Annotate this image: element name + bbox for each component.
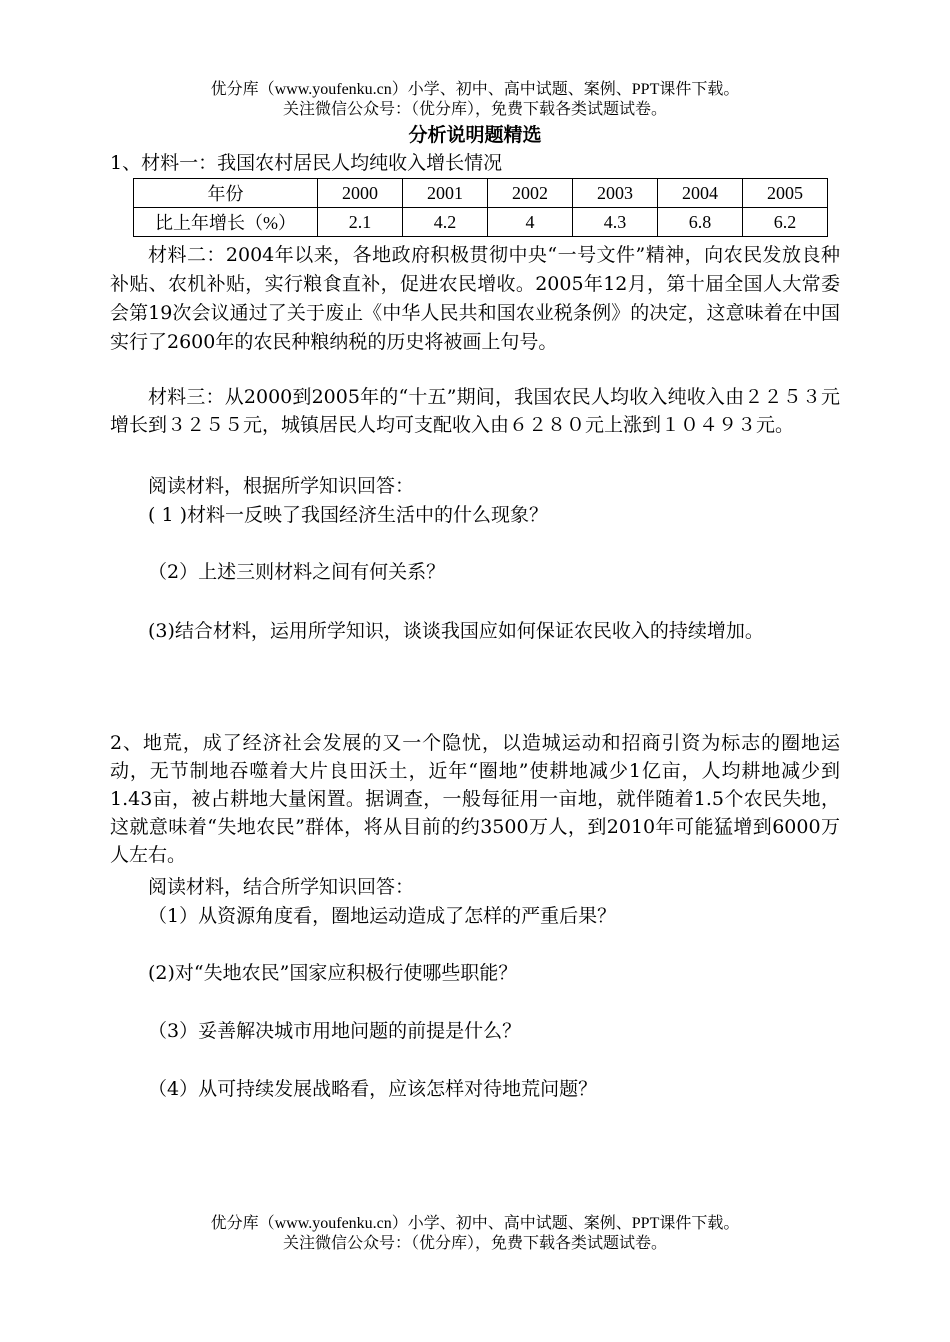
header-line-2: 关注微信公众号：（优分库），免费下载各类试题试卷。 xyxy=(282,101,667,118)
q2-question-4: （4）从可持续发展战略看，应该怎样对待地荒问题？ xyxy=(148,1078,598,1100)
table-year: 2005 xyxy=(743,179,828,208)
table-year: 2002 xyxy=(488,179,573,208)
table-value: 6.8 xyxy=(658,208,743,237)
footer-line-2: 关注微信公众号：（优分库），免费下载各类试题试卷。 xyxy=(282,1235,667,1252)
table-value: 4 xyxy=(488,208,573,237)
q1-question-2: （2）上述三则材料之间有何关系？ xyxy=(148,561,446,583)
page-title: 分析说明题精选 xyxy=(408,124,542,146)
q2-question-3: （3）妥善解决城市用地问题的前提是什么？ xyxy=(148,1020,522,1042)
table-value: 2.1 xyxy=(318,208,403,237)
footer-line-1: 优分库（www.youfenku.cn）小学、初中、高中试题、案例、PPT课件下载。 xyxy=(210,1215,740,1232)
q2-question-1: （1）从资源角度看，圈地运动造成了怎样的严重后果？ xyxy=(148,905,617,927)
q1-prompt: 阅读材料，根据所学知识回答： xyxy=(148,475,415,497)
q2-prompt: 阅读材料，结合所学知识回答： xyxy=(148,876,415,898)
table-row-label: 比上年增长（%） xyxy=(134,208,318,237)
income-growth-table xyxy=(133,178,828,237)
table-value: 6.2 xyxy=(743,208,828,237)
q1-material-3: 材料三：从2000到2005年的“十五”期间，我国农民人均收入纯收入由２２５３元增长到３２５５元，城镇居民人均可支配收入由６２８０元上涨到１０４９３元。 xyxy=(110,386,840,436)
q1-material-2: 材料二：2004年以来，各地政府积极贯彻中央“一号文件”精神，向农民发放良种补贴、农机补贴，实行粮食直补，促进农民增收。2005年12月，第十届全国人大常委会第19次会议通过了关于废止《中华人民共和国农业税条例》的决定，这意味着在中国实行了2600年的农民种粮纳税的历史将被画上句号。 xyxy=(110,244,840,353)
table-year: 2000 xyxy=(318,179,403,208)
table-year: 2003 xyxy=(573,179,658,208)
table-row-growth xyxy=(134,208,828,237)
table-value: 4.3 xyxy=(573,208,658,237)
q1-question-1: ( 1 )材料一反映了我国经济生活中的什么现象？ xyxy=(148,504,548,526)
table-value: 4.2 xyxy=(403,208,488,237)
table-row-years xyxy=(134,179,828,208)
table-year: 2001 xyxy=(403,179,488,208)
q1-question-3: (3)结合材料，运用所学知识，谈谈我国应如何保证农民收入的持续增加。 xyxy=(148,620,764,642)
q1-intro: 1、材料一：我国农村居民人均纯收入增长情况 xyxy=(110,152,503,174)
table-year: 2004 xyxy=(658,179,743,208)
q2-question-2: (2)对“失地农民”国家应积极行使哪些职能？ xyxy=(148,962,518,984)
table-header-label: 年份 xyxy=(134,179,318,208)
q2-material: 2、地荒，成了经济社会发展的又一个隐忧，以造城运动和招商引资为标志的圈地运动，无节制地吞噬着大片良田沃土，近年“圈地”使耕地减少1亿亩，人均耕地减少到1.43亩，被占耕地大量闲置。据调查，一般每征用一亩地，就伴随着1.5个农民失地，这就意味着“失地农民”群体，将从目前的约3500万人，到2010年可能猛增到6000万人左右。 xyxy=(110,732,840,866)
header-line-1: 优分库（www.youfenku.cn）小学、初中、高中试题、案例、PPT课件下载。 xyxy=(210,81,740,98)
